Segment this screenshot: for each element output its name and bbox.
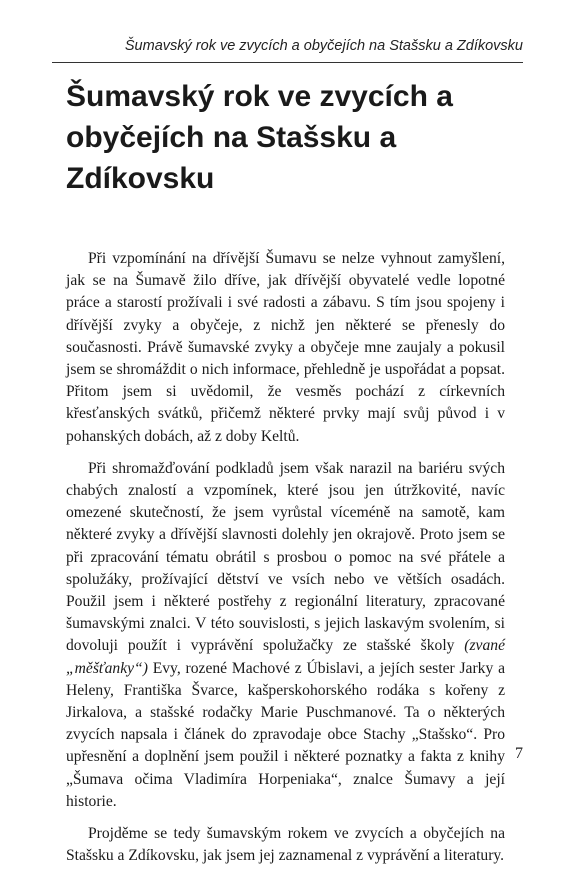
running-head: Šumavský rok ve zvycích a obyčejích na Stašsku a Zdíkovsku [124, 38, 523, 54]
body-text [66, 248, 505, 877]
page-number: 7 [515, 745, 523, 762]
paragraph-2-part-b: Evy, rozené Machové z Úbislavi, a jejích sester Jarky a Heleny, Františka Švarce, kašperskohorského rodáka s kořeny z Jirkalova, a stašské rodačky Marie Puschmanové. Ta o některých zvycích napsala i článek do zpravodaje obce Stachy „Stašsko“. Pro upřesnění a doplnění jsem použil i některé poznatky a fakta z knihy „Šumava očima Vladimíra Horpeniaka“, znalce Šumavy a její historie. [66, 659, 505, 810]
chapter-title: Šumavský rok ve zvycích a obyčejích na Stašsku a Zdíkovsku [66, 80, 453, 195]
paragraph-2-part-a: Při shromažďování podkladů jsem však narazil na bariéru svých chabých znalostí a vzpomínek, které jsou jen útržkovité, navíc omezené skutečností, že jsem vyrůstal víceméně na samotě, kam některé zvyky a dřívější slavnosti dolehly jen okrajově. Proto jsem se při zpracování tématu obrátil s prosbou o pomoc na své přátele a spolužáky, prožívající dětství ve vsích nebo ve větších osadách. Použil jsem i některé postřehy z regionální literatury, zpracované šumavskými znalci. V této souvislosti, s jejich laskavým svolením, si dovoluji použít i vyprávění spolužačky ze stašské školy [66, 459, 505, 655]
header-rule [52, 62, 523, 63]
paragraph-3: Projděme se tedy šumavským rokem ve zvycích a obyčejích na Stašsku a Zdíkovsku, jak jsem jej zaznamenal z vyprávění a literatury. [66, 825, 505, 865]
paragraph-2 [66, 458, 505, 813]
paragraph-2-italic: (zvané „měšťanky“) [66, 637, 505, 677]
paragraph-1: Při vzpomínání na dřívější Šumavu se nelze vyhnout zamyšlení, jak se na Šumavě žilo dříve, jak dřívější obyvatelé vedle lopotné práce a starostí prožívali i své radosti a zábavu. S tím jsou spojeny i dřívější zvyky a obyčeje, z nichž jen některé se přenesly do současnosti. Právě šumavské zvyky a obyčeje mne zaujaly a pokusil jsem se shromáždit o nich informace, přehledně je uspořádat a popsat. Přitom jsem si uvědomil, že vesměs pochází z církevních křesťanských svátků, přičemž některé prvky mají svůj původ i v pohanských dobách, až z doby Keltů. [66, 250, 505, 445]
